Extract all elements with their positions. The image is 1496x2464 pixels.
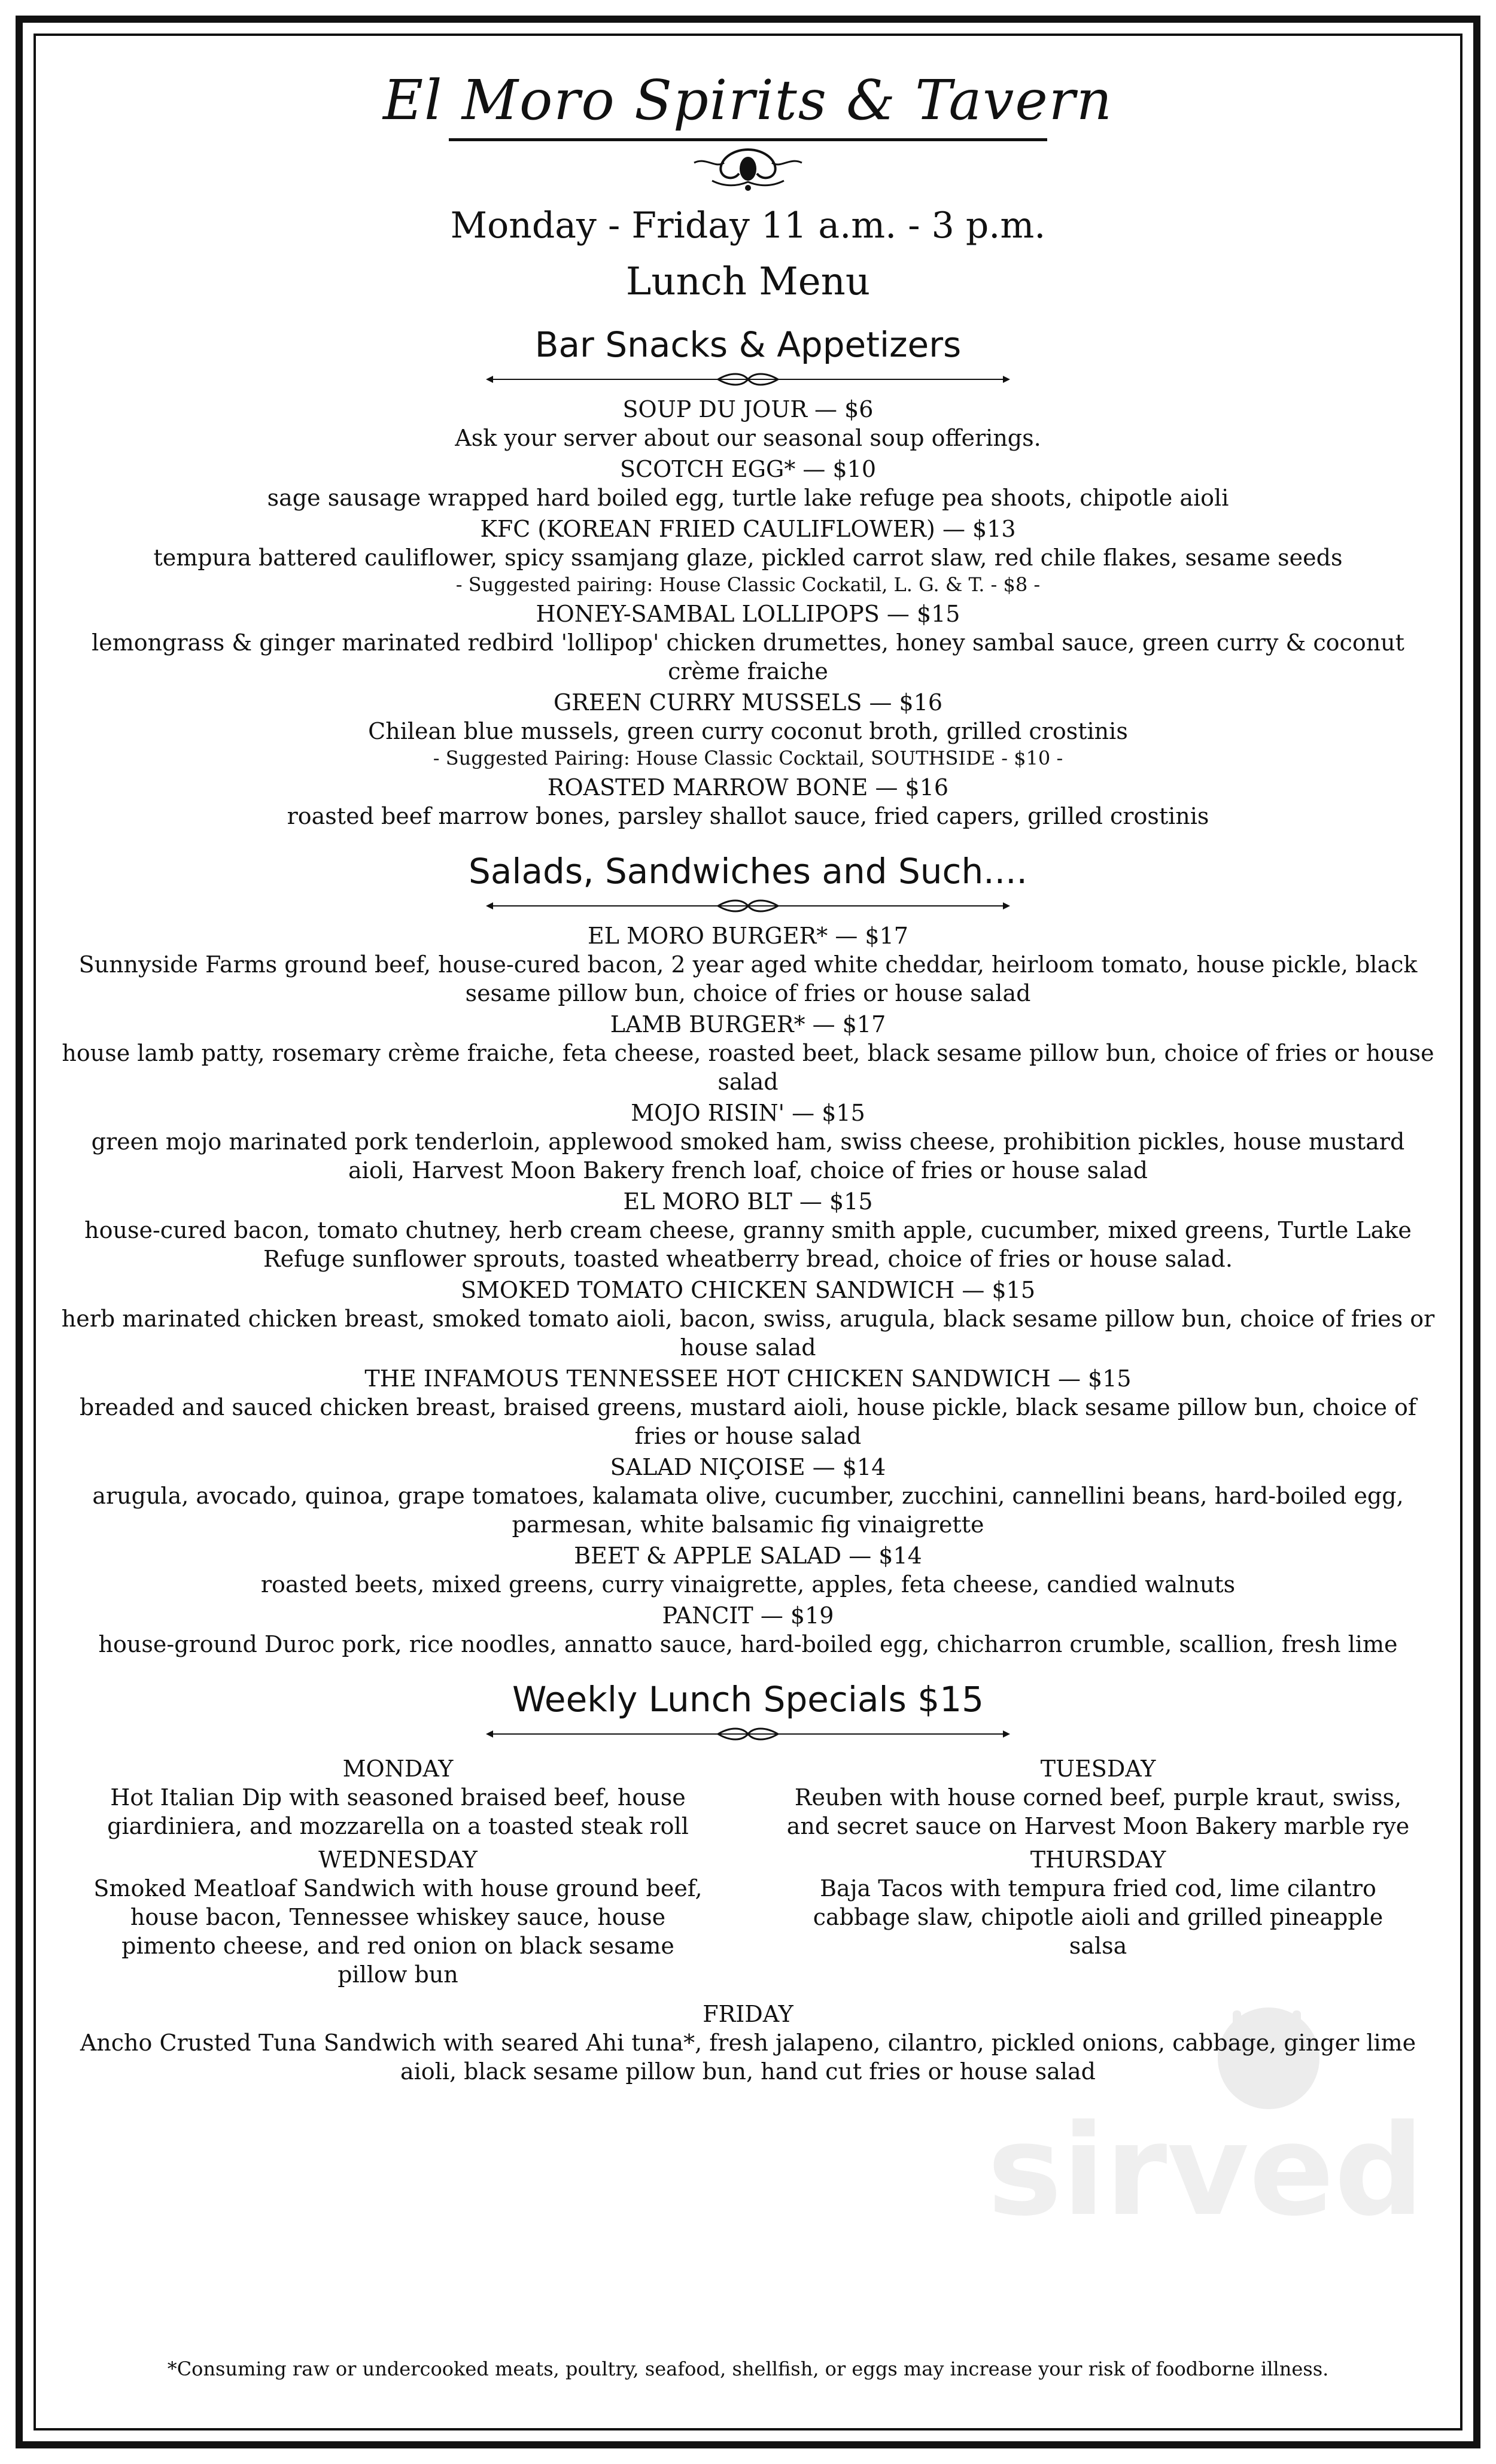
menu-item <box>48 1453 1448 1539</box>
food-safety-disclaimer: *Consuming raw or undercooked meats, poultry, seafood, shellfish, or eggs may increase your risk of foodborne illness. <box>167 2357 1329 2380</box>
day-description: Ancho Crusted Tuna Sandwich with seared Ahi tuna*, fresh jalapeno, cilantro, pickled onions, cabbage, ginger lime aioli, black sesame pillow bun, hand cut fries or house salad <box>80 2029 1416 2085</box>
menu-item <box>48 395 1448 452</box>
item-description: roasted beef marrow bones, parsley shallot sauce, fried capers, grilled crostinis <box>287 802 1209 829</box>
item-description: herb marinated chicken breast, smoked tomato aioli, bacon, swiss, arugula, black sesame pillow bun, choice of fries or house salad <box>61 1305 1435 1361</box>
item-description: breaded and sauced chicken breast, braised greens, mustard aioli, house pickle, black sesame pillow bun, choice of fries or house salad <box>80 1394 1416 1449</box>
day-description: Reuben with house corned beef, purple kraut, swiss, and secret sauce on Harvest Moon Bakery marble rye <box>786 1784 1410 1839</box>
special-monday <box>72 1752 724 1841</box>
menu-item <box>48 600 1448 686</box>
special-wednesday <box>72 1843 724 1989</box>
menu-item <box>48 1364 1448 1450</box>
item-description: sage sausage wrapped hard boiled egg, turtle lake refuge pea shoots, chipotle aioli <box>267 484 1229 511</box>
menu-title: Lunch Menu <box>625 259 871 304</box>
menu-item <box>48 1187 1448 1273</box>
item-name: GREEN CURRY MUSSELS — $16 <box>553 689 943 716</box>
item-name: SOUP DU JOUR — $6 <box>622 396 874 422</box>
item-name: LAMB BURGER* — $17 <box>610 1011 886 1038</box>
item-description: house-ground Duroc pork, rice noodles, annatto sauce, hard-boiled egg, chicharron crumble, scallion, fresh lime <box>98 1631 1398 1657</box>
item-description: Ask your server about our seasonal soup offerings. <box>455 424 1041 451</box>
menu-item <box>48 1601 1448 1659</box>
section-title-specials: Weekly Lunch Specials $15 <box>512 1678 984 1720</box>
item-description: lemongrass & ginger marinated redbird 'lollipop' chicken drumettes, honey sambal sauce, green curry & coconut crème fraiche <box>92 629 1404 685</box>
section-divider <box>485 899 1011 913</box>
menu-item <box>48 1276 1448 1362</box>
item-name: PANCIT — $19 <box>662 1602 834 1629</box>
specials-grid <box>72 1750 1424 1989</box>
day-name: FRIDAY <box>703 2000 793 2027</box>
item-name: ROASTED MARROW BONE — $16 <box>547 774 949 801</box>
item-name: THE INFAMOUS TENNESSEE HOT CHICKEN SANDWICH — $15 <box>364 1365 1132 1392</box>
item-name: EL MORO BURGER* — $17 <box>588 922 908 949</box>
item-name: HONEY-SAMBAL LOLLIPOPS — $15 <box>536 600 960 627</box>
menu-item <box>48 688 1448 771</box>
item-description: Chilean blue mussels, green curry coconut broth, grilled crostinis <box>368 717 1128 744</box>
item-name: BEET & APPLE SALAD — $14 <box>574 1542 922 1569</box>
menu-item <box>48 1010 1448 1096</box>
day-name: TUESDAY <box>1040 1755 1156 1782</box>
pairing-note: - Suggested Pairing: House Classic Cocktail, SOUTHSIDE - $10 - <box>433 746 1063 769</box>
menu-item <box>48 455 1448 512</box>
item-description: arugula, avocado, quinoa, grape tomatoes, kalamata olive, cucumber, zucchini, cannellini beans, hard-boiled egg, parmesan, white balsamic fig vinaigrette <box>92 1482 1404 1538</box>
menu-content <box>48 36 1448 2086</box>
section-divider <box>485 1727 1011 1741</box>
section-divider <box>485 372 1011 387</box>
item-description: tempura battered cauliflower, spicy ssamjang glaze, pickled carrot slaw, red chile flakes, sesame seeds <box>153 544 1343 571</box>
restaurant-title: El Moro Spirits & Tavern <box>382 68 1114 132</box>
menu-item <box>48 773 1448 831</box>
menu-item <box>48 1541 1448 1599</box>
day-description: Baja Tacos with tempura fried cod, lime cilantro cabbage slaw, chipotle aioli and grilled pineapple salsa <box>813 1875 1384 1959</box>
day-name: THURSDAY <box>1030 1846 1166 1873</box>
item-description: green mojo marinated pork tenderloin, applewood smoked ham, swiss cheese, prohibition pickles, house mustard aioli, Harvest Moon Bakery french loaf, choice of fries or house salad <box>91 1128 1405 1184</box>
menu-item <box>48 921 1448 1008</box>
hours: Monday - Friday 11 a.m. - 3 p.m. <box>450 204 1046 247</box>
special-tuesday <box>772 1752 1424 1841</box>
day-name: MONDAY <box>342 1755 454 1782</box>
flourish-ornament-icon <box>688 145 808 193</box>
item-description: house lamb patty, rosemary crème fraiche, feta cheese, roasted beet, black sesame pillow bun, choice of fries or house salad <box>62 1039 1434 1095</box>
item-name: SALAD NIÇOISE — $14 <box>610 1453 886 1480</box>
item-name: EL MORO BLT — $15 <box>623 1188 873 1215</box>
item-name: KFC (KOREAN FRIED CAULIFLOWER) — $13 <box>480 515 1016 542</box>
item-description: Sunnyside Farms ground beef, house-cured bacon, 2 year aged white cheddar, heirloom tomato, house pickle, black sesame pillow bun, choice of fries or house salad <box>78 951 1418 1006</box>
watermark-text: sirved <box>987 2097 1424 2232</box>
special-friday <box>48 2000 1448 2086</box>
title-rule <box>449 138 1047 141</box>
pairing-note: - Suggested pairing: House Classic Cockatil, L. G. & T. - $8 - <box>455 573 1041 596</box>
item-description: house-cured bacon, tomato chutney, herb cream cheese, granny smith apple, cucumber, mixed greens, Turtle Lake Refuge sunflower sprouts, toasted wheatberry bread, choice of fries or house salad. <box>84 1216 1412 1272</box>
menu-item <box>48 1099 1448 1185</box>
day-description: Hot Italian Dip with seasoned braised beef, house giardiniera, and mozzarella on a toasted steak roll <box>107 1784 689 1839</box>
section-title-salads: Salads, Sandwiches and Such.... <box>469 850 1027 892</box>
day-description: Smoked Meatloaf Sandwich with house ground beef, house bacon, Tennessee whiskey sauce, house pimento cheese, and red onion on black sesame pillow bun <box>93 1875 703 1988</box>
special-thursday <box>772 1843 1424 1989</box>
day-name: WEDNESDAY <box>318 1846 478 1873</box>
item-description: roasted beets, mixed greens, curry vinaigrette, apples, feta cheese, candied walnuts <box>260 1571 1236 1598</box>
menu-item <box>48 515 1448 597</box>
section-title-appetizers: Bar Snacks & Appetizers <box>534 324 962 365</box>
item-name: SMOKED TOMATO CHICKEN SANDWICH — $15 <box>460 1276 1036 1303</box>
item-name: MOJO RISIN' — $15 <box>631 1099 865 1126</box>
item-name: SCOTCH EGG* — $10 <box>619 455 877 482</box>
